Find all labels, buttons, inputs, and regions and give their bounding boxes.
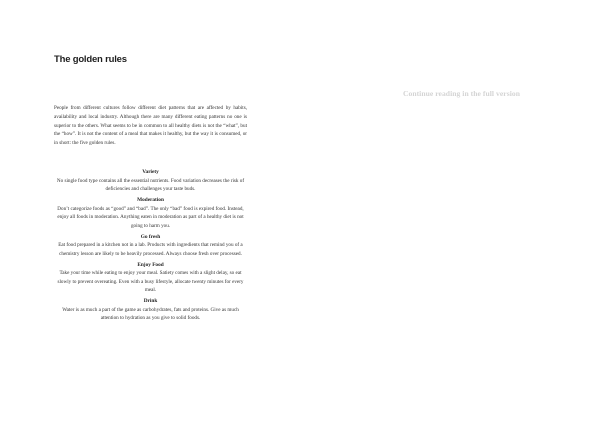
intro-paragraph: People from different cultures follow different diet patterns that are affected by habits, availability and local industry. Although there are many different eating patterns no one is superior to the others. What seems to be in common to all healthy diets is not the “what”, but the “how”. It is not the content of a meal that makes it healthy, but the way it is consumed, or in short: the five golden rules. — [54, 105, 247, 147]
rule-drink — [54, 297, 247, 323]
rule-body: Water is as much a part of the game as carbohydrates, fats and proteins. Give as much attention to hydration as you give to solid foods. — [62, 306, 239, 322]
continue-reading-link[interactable]: Continue reading in the full version — [402, 89, 520, 98]
left-page — [54, 0, 247, 444]
rule-body: Don’t categorize foods as “good” and “bad”. The only “bad” food is expired food. Instead, enjoy all foods in moderation. Anything eaten in moderation as part of a healthy diet is not going to harm you. — [57, 205, 244, 229]
rule-body: Eat food prepared in a kitchen not in a lab. Products with ingredients that remind you of a chemistry lesson are likely to be heavily processed. Always choose fresh over processed. — [58, 242, 243, 257]
rule-variety — [54, 168, 247, 194]
right-page — [300, 0, 600, 444]
rule-moderation — [54, 196, 247, 230]
rule-title: Go fresh — [140, 233, 161, 240]
golden-rules-list — [54, 168, 247, 325]
rule-title: Variety — [142, 169, 159, 175]
rule-enjoy-food — [54, 261, 247, 295]
rule-body: Take your time while eating to enjoy your meal. Satiety comes with a slight delay, so eat slowly to prevent overeating. Even with a busy lifestyle, allocate twenty minutes for every meal. — [57, 270, 244, 294]
page-heading: The golden rules — [54, 54, 127, 65]
rule-title: Drink — [143, 298, 158, 305]
rule-title: Enjoy Food — [137, 261, 164, 268]
rule-title: Moderation — [137, 196, 164, 203]
rule-go-fresh — [54, 233, 247, 259]
rule-body: No single food type contains all the essential nutrients. Food variation decreases the risk of deficiencies and challenges your taste buds. — [56, 177, 245, 193]
